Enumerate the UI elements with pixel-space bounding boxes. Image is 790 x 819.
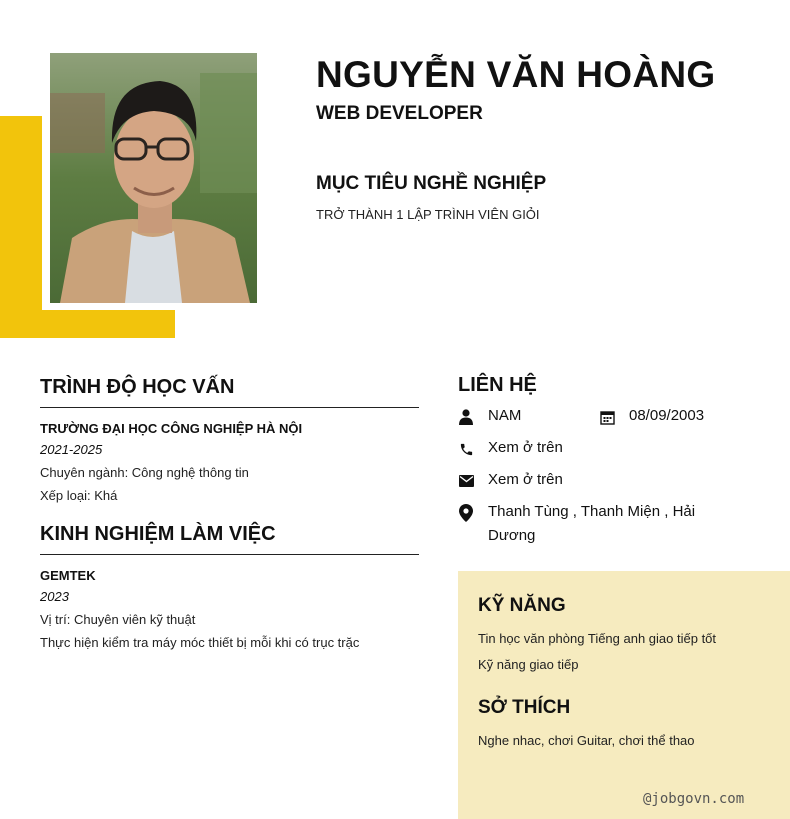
education-grade: Xếp loại: Khá <box>40 488 118 503</box>
mail-icon <box>458 473 474 489</box>
education-school: TRƯỜNG ĐẠI HỌC CÔNG NGHIỆP HÀ NỘI <box>40 421 303 436</box>
skills-line-2: Kỹ năng giao tiếp <box>478 657 579 672</box>
profile-photo <box>50 53 257 303</box>
contact-address <box>458 504 728 548</box>
calendar-icon <box>599 409 615 425</box>
hobbies-heading: SỞ THÍCH <box>478 697 571 718</box>
objective-text: TRỞ THÀNH 1 LẬP TRÌNH VIÊN GIỎI <box>316 207 540 222</box>
experience-description: Thực hiện kiểm tra máy móc thiết bị mỗi khi có trục trặc <box>40 635 360 650</box>
experience-company: GEMTEK <box>40 568 96 583</box>
contact-gender <box>458 408 521 428</box>
location-pin-icon <box>458 505 474 521</box>
job-title: WEB DEVELOPER <box>316 103 483 124</box>
address-value: Thanh Tùng , Thanh Miện , Hải Dương <box>488 503 696 544</box>
skills-hobbies-panel <box>458 571 790 819</box>
left-column <box>40 376 419 650</box>
accent-bar-horizontal <box>0 310 175 338</box>
education-heading: TRÌNH ĐỘ HỌC VẤN <box>40 376 419 408</box>
contact-heading: LIÊN HỆ <box>458 374 537 396</box>
phone-value: Xem ở trên <box>488 439 563 456</box>
watermark: @jobgovn.com <box>643 791 745 807</box>
phone-icon <box>458 441 474 457</box>
birthday-value: 08/09/2003 <box>629 407 705 424</box>
skills-line-1: Tin học văn phòng Tiếng anh giao tiếp tốt <box>478 631 717 646</box>
accent-bar-vertical <box>0 116 42 338</box>
experience-year: 2023 <box>40 589 69 604</box>
contact-birthday <box>599 408 704 428</box>
gender-value: NAM <box>488 407 522 424</box>
experience-heading: KINH NGHIỆM LÀM VIỆC <box>40 523 419 555</box>
contact-phone <box>458 440 563 460</box>
education-period: 2021-2025 <box>40 442 103 457</box>
objective-heading: MỤC TIÊU NGHỀ NGHIỆP <box>316 173 547 194</box>
experience-position: Vị trí: Chuyên viên kỹ thuật <box>40 612 196 627</box>
education-major: Chuyên ngành: Công nghệ thông tin <box>40 465 249 480</box>
contact-email <box>458 472 563 492</box>
candidate-name: NGUYỄN VĂN HOÀNG <box>316 54 716 95</box>
hobbies-text: Nghe nhac, chơi Guitar, chơi thể thao <box>478 733 695 748</box>
person-icon <box>458 409 474 425</box>
skills-heading: KỸ NĂNG <box>478 595 566 616</box>
email-value: Xem ở trên <box>488 471 563 488</box>
